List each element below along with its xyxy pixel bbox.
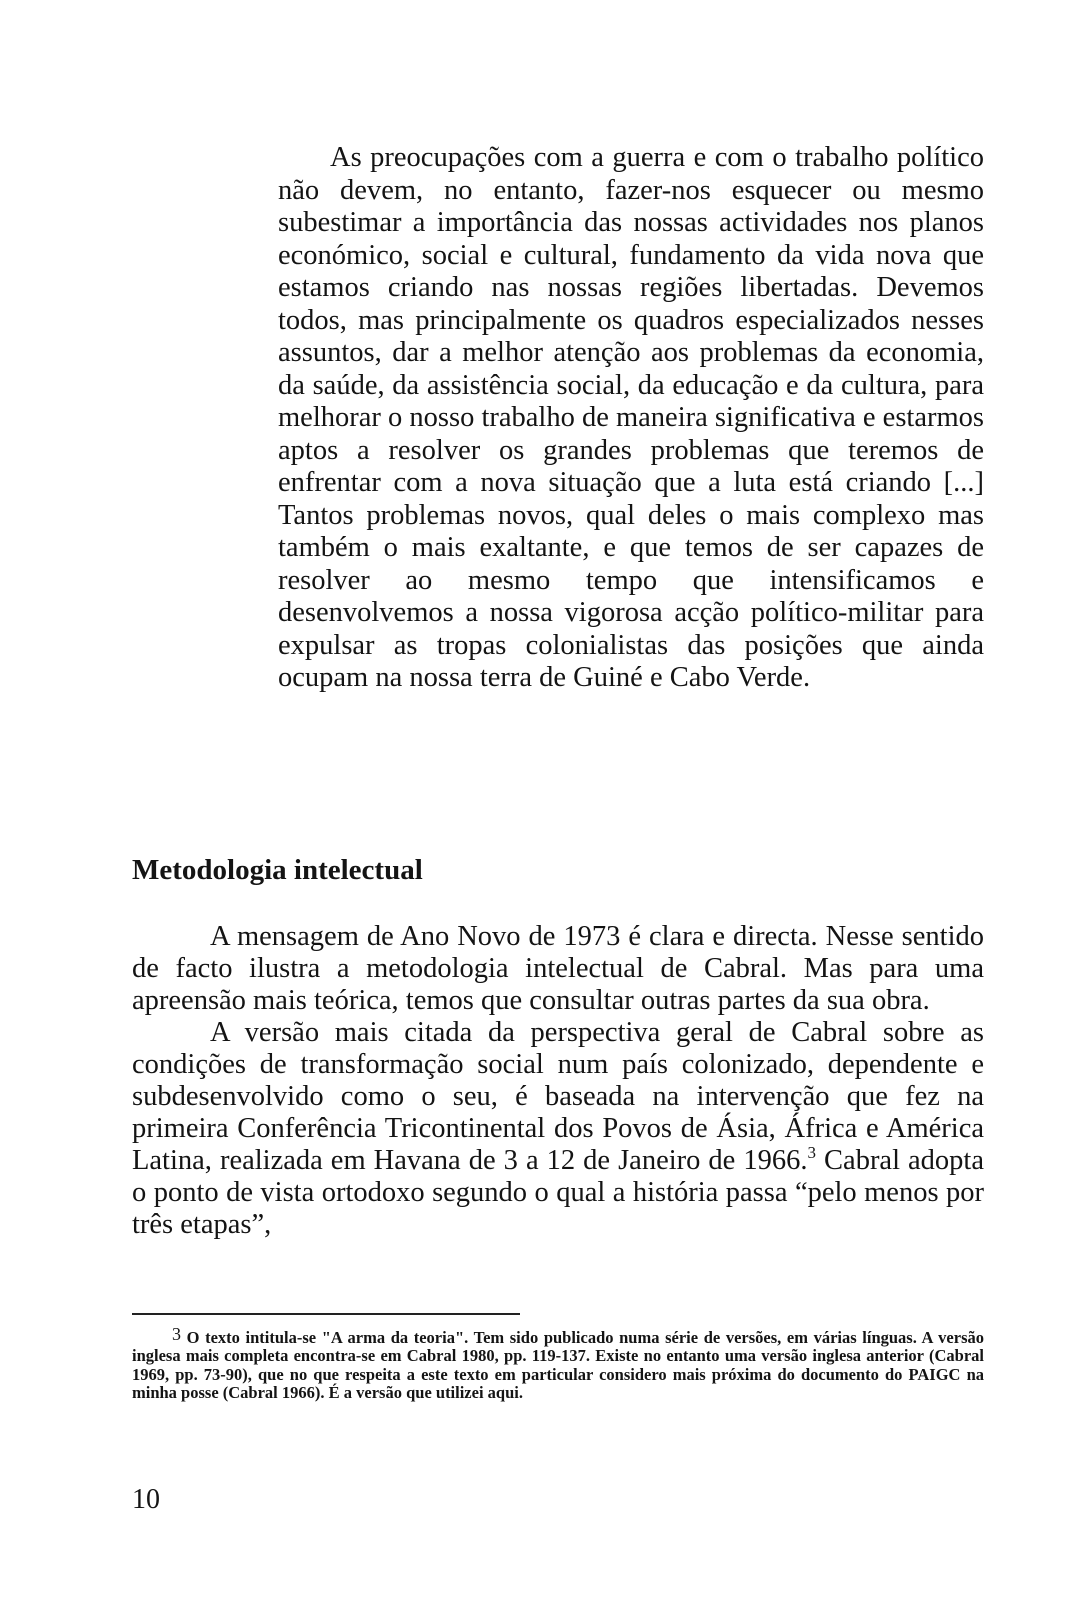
- footnote: [132, 1325, 984, 1403]
- page-number: 10: [132, 1484, 160, 1515]
- section-heading: Metodologia intelectual: [132, 854, 423, 886]
- paragraph-text: A versão mais citada da perspectiva geral de Cabral sobre as condições de transformação social num país colonizado, dependente e subdesenvolvido como o seu, é baseada na intervenção que fez na primeira Conferência Tricontinental dos Povos de Ásia, África e América Latina, realizada em Havana de 3 a 12 de Janeiro de 1966.: [132, 1017, 984, 1176]
- footnote-marker: 3: [172, 1324, 181, 1344]
- footnote-text: O texto intitula-se "A arma da teoria". Tem sido publicado numa série de versões, em várias línguas. A versão inglesa mais completa encontra-se em Cabral 1980, pp. 119-137. Existe no entanto uma versão inglesa anterior (Cabral 1969, pp. 73-90), que no que respeita a este texto em particular considero mais próxima do documento do PAIGC na minha posse (Cabral 1966). É a versão que utilizei aqui.: [132, 1328, 984, 1403]
- footnote-divider: [132, 1313, 520, 1315]
- paragraph: A mensagem de Ano Novo de 1973 é clara e directa. Nesse sentido de facto ilustra a metodologia intelectual de Cabral. Mas para uma apreensão mais teórica, temos que consultar outras partes da sua obra.: [132, 921, 984, 1016]
- body-text: [132, 921, 984, 1241]
- footnote-reference[interactable]: 3: [807, 1143, 816, 1162]
- paragraph: [132, 1017, 984, 1241]
- block-quote: As preocupações com a guerra e com o trabalho político não devem, no entanto, fazer-nos esquecer ou mesmo subestimar a importância das nossas actividades nos planos económico, social e cultural, fundamento da vida nova que estamos criando nas nossas regiões libertadas. Devemos todos, mas principalmente os quadros especializados nesses assuntos, dar a melhor atenção aos problemas da economia, da saúde, da assistência social, da educação e da cultura, para melhorar o nosso trabalho de maneira significativa e estarmos aptos a resolver os grandes problemas que teremos de enfrentar com a nova situação que a luta está criando [...] Tantos problemas novos, qual deles o mais complexo mas também o mais exaltante, e que temos de ser capazes de resolver ao mesmo tempo que intensificamos e desenvolvemos a nossa vigorosa acção político-militar para expulsar as tropas colonialistas das posições que ainda ocupam na nossa terra de Guiné e Cabo Verde.: [278, 142, 984, 693]
- paragraph-text: Cabral adopta o ponto de vista ortodoxo segundo o qual a história passa “pelo menos por três etapas”,: [132, 1145, 985, 1240]
